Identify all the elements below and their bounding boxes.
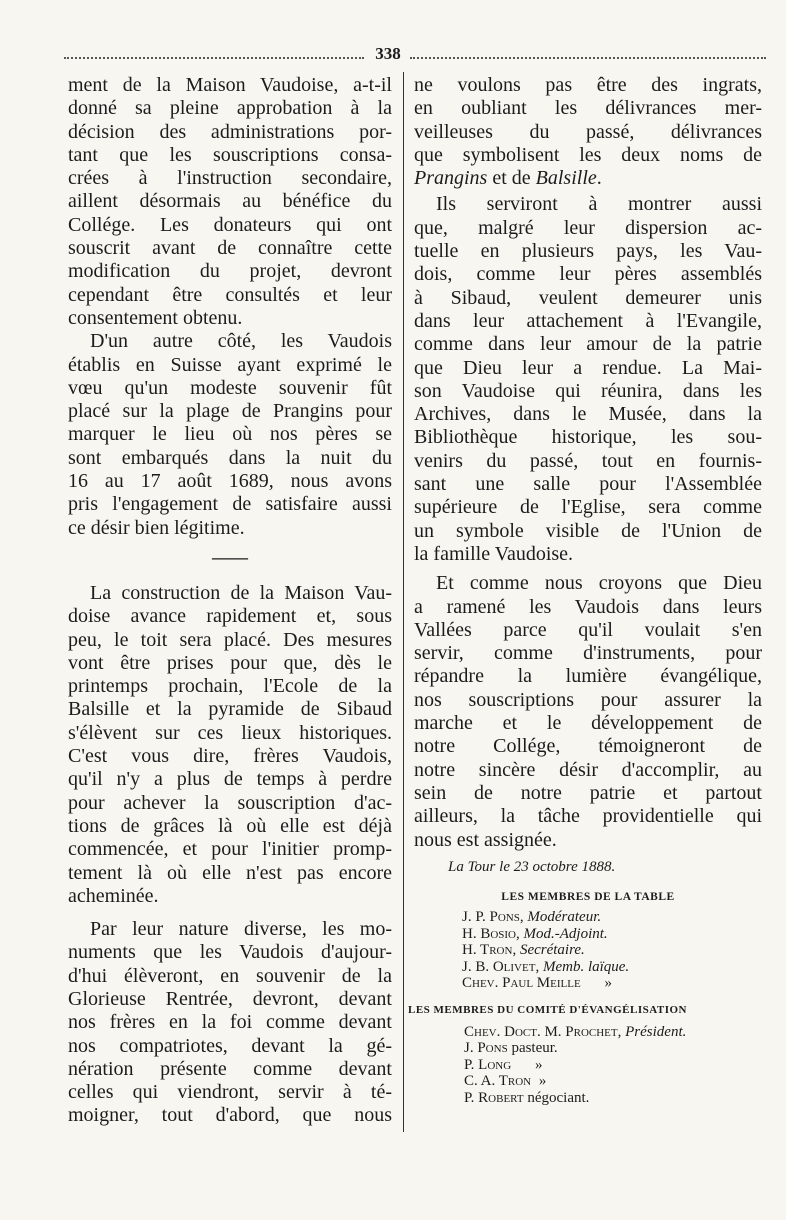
text-line: peu, le toit sera placé. Des mesures <box>68 628 392 651</box>
signatory: H. Bosio, Mod.-Adjoint. <box>462 925 608 942</box>
text-line: dois, comme leur pères assemblés <box>414 263 762 286</box>
text-line: son Vaudoise qui réunira, dans les <box>414 379 762 402</box>
text-line: vont être prises pour que, dès le <box>68 651 392 674</box>
text-line: en oubliant les délivrances mer- <box>414 97 762 120</box>
text-line: tions de grâces là où elle est déjà <box>68 814 392 837</box>
text-line: ailleurs, la tâche providentielle qui <box>414 805 762 828</box>
text-line: cependant être consultés et leur <box>68 283 392 306</box>
paragraph-prangins <box>68 330 392 540</box>
text-line: Vallées parce qu'il voulait s'en <box>414 618 762 641</box>
text-line: tement là où elle n'est pas encore <box>68 861 392 884</box>
text-line: répandre la lumière évangélique, <box>414 665 762 688</box>
table-members-heading: LES MEMBRES DE LA TABLE <box>501 891 675 904</box>
text-line: établis en Suisse ayant exprimé le <box>68 353 392 376</box>
place-name-prangins: Prangins <box>414 167 488 190</box>
section-separator: —— <box>212 546 248 567</box>
text-line: numents que les Vaudois d'aujour- <box>68 941 392 964</box>
text-line: Glorieuse Rentrée, devront, devant <box>68 987 392 1010</box>
text-line: aillent désormais au bénéfice du <box>68 190 392 213</box>
text-line: D'un autre côté, les Vaudois <box>90 330 392 353</box>
committee-members-list <box>464 1024 762 1107</box>
text-line: un symbole visible de l'Union de <box>414 519 762 542</box>
text-period: . <box>596 167 602 190</box>
text-line: tant que les souscriptions consa- <box>68 143 392 166</box>
text-line: notre sincère désir d'accomplir, au <box>414 758 762 781</box>
text-line: donné sa pleine approbation à la <box>68 97 392 120</box>
text-line: que symbolisent les deux noms de <box>414 143 762 166</box>
text-line: celles qui viendront, servir à té- <box>68 1081 392 1104</box>
text-line: nération présente comme devant <box>68 1057 392 1080</box>
text-line: La construction de la Maison Vau- <box>90 581 392 604</box>
signatory: Chev. Doct. M. Prochet, Président. <box>464 1023 687 1040</box>
text-line <box>414 167 762 190</box>
committee-members-heading: LES MEMBRES DU COMITÉ D'ÉVANGÉLISATION <box>408 1003 687 1016</box>
page-number: 338 <box>375 44 401 63</box>
text-line: pour achever la souscription d'ac- <box>68 791 392 814</box>
text-line: nos souscriptions pour assurer la <box>414 688 762 711</box>
text-line: que Dieu leur a rendue. La Mai- <box>414 356 762 379</box>
text-line: Bibliothèque historique, les sou- <box>414 426 762 449</box>
text-line: printemps prochain, l'Ecole de la <box>68 675 392 698</box>
text-line: marquer le lieu où nos pères se <box>68 423 392 446</box>
text-line: ce désir bien légitime. <box>68 516 245 539</box>
text-line: nos frères en la foi comme devant <box>68 1011 392 1034</box>
text-line: veilleuses du passé, délivrances <box>414 120 762 143</box>
paragraph-construction <box>68 582 392 908</box>
table-members-list <box>462 909 762 992</box>
text-line: que, malgré leur dispersion ac- <box>414 216 762 239</box>
text-line: la famille Vaudoise. <box>414 542 574 565</box>
signatory: Chev. Paul Meille » <box>462 975 612 992</box>
text-line: Ils serviront à montrer aussi <box>436 193 762 216</box>
text-line: servir, comme d'instruments, pour <box>414 642 762 665</box>
text-line: pris l'engagement de satisfaire aussi <box>68 493 392 516</box>
text-line: Collége. Les donateurs qui ont <box>68 213 392 236</box>
text-line: souscrit avant de connaître cette <box>68 237 392 260</box>
header-dotted-rule-left <box>64 57 364 59</box>
text-joiner: et de <box>487 167 536 190</box>
text-line: comme dans leur amour de la patrie <box>414 333 762 356</box>
text-line: ne voulons pas être des ingrats, <box>414 74 762 96</box>
text-line: qu'il n'y a plus de temps à perdre <box>68 768 392 791</box>
text-line: nos compatriotes, devant la gé- <box>68 1034 392 1057</box>
text-line: ment de la Maison Vaudoise, a-t-il <box>68 74 392 96</box>
text-line: s'élèvent sur ces lieux historiques. <box>68 721 392 744</box>
text-line: sant une salle pour l'Assemblée <box>414 473 762 496</box>
page-header <box>64 44 766 68</box>
header-dotted-rule-right <box>410 57 766 59</box>
text-line: C'est vous dire, frères Vaudois, <box>68 745 392 768</box>
text-line: marche et le développement de <box>414 712 762 735</box>
text-line: venirs du passé, tout en fournis- <box>414 449 762 472</box>
text-line: dans leur attachement à l'Evangile, <box>414 309 762 332</box>
text-line: d'hui élèveront, en souvenir de la <box>68 964 392 987</box>
text-line: notre Collége, témoigneront de <box>414 735 762 758</box>
signatory: P. Long » <box>464 1056 543 1073</box>
signatory: H. Tron, Secrétaire. <box>462 942 585 959</box>
text-line: consentement obtenu. <box>68 306 243 329</box>
column-divider <box>403 72 404 1132</box>
signatory: J. B. Olivet, Memb. laïque. <box>462 958 630 975</box>
text-line: supérieure de l'Eglise, sera comme <box>414 496 762 519</box>
signatory: C. A. Tron » <box>464 1073 547 1090</box>
text-line: sont embarqués dans la nuit du <box>68 446 392 469</box>
paragraph-dieu <box>414 572 762 852</box>
text-line: à Sibaud, veulent demeurer unis <box>414 286 762 309</box>
text-line: moigner, tout d'abord, que nous <box>68 1104 392 1127</box>
signatory: J. P. Pons, Modérateur. <box>462 909 602 926</box>
text-line: acheminée. <box>68 884 159 907</box>
text-line: Balsille et la pyramide de Sibaud <box>68 698 392 721</box>
text-line: doise avance rapidement et, sous <box>68 605 392 628</box>
paragraph-monuments <box>68 918 392 1128</box>
text-line: modification du projet, devront <box>68 260 392 283</box>
text-line: Archives, dans le Musée, dans la <box>414 403 762 426</box>
place-name-balsille: Balsille <box>535 167 597 190</box>
signatory: P. Robert négociant. <box>464 1089 590 1106</box>
paragraph-serviront <box>414 193 762 566</box>
text-line: a ramené les Vaudois dans leurs <box>414 595 762 618</box>
text-line: décision des administrations por- <box>68 120 392 143</box>
text-line: crées à l'instruction secondaire, <box>68 167 392 190</box>
text-line: tuelle en plusieurs pays, les Vau- <box>414 240 762 263</box>
left-column <box>68 74 392 1128</box>
paragraph-gap <box>68 908 392 918</box>
text-line: 16 au 17 août 1689, nous avons <box>68 470 392 493</box>
text-line: Par leur nature diverse, les mo- <box>90 918 392 941</box>
paragraph-approval <box>68 74 392 330</box>
text-line: placé sur la plage de Prangins pour <box>68 400 392 423</box>
signatory: J. Pons pasteur. <box>464 1040 558 1057</box>
right-column <box>408 74 762 1106</box>
text-line: nous est assignée. <box>414 828 557 851</box>
text-line: sein de notre patrie et partout <box>414 781 762 804</box>
text-line: commencée, et pour l'initier promp- <box>68 838 392 861</box>
text-line: vœu qu'un modeste souvenir fût <box>68 376 392 399</box>
paragraph-ingrats <box>414 74 762 190</box>
signature-date: La Tour le 23 octobre 1888. <box>448 858 616 875</box>
text-line: Et comme nous croyons que Dieu <box>436 572 762 595</box>
